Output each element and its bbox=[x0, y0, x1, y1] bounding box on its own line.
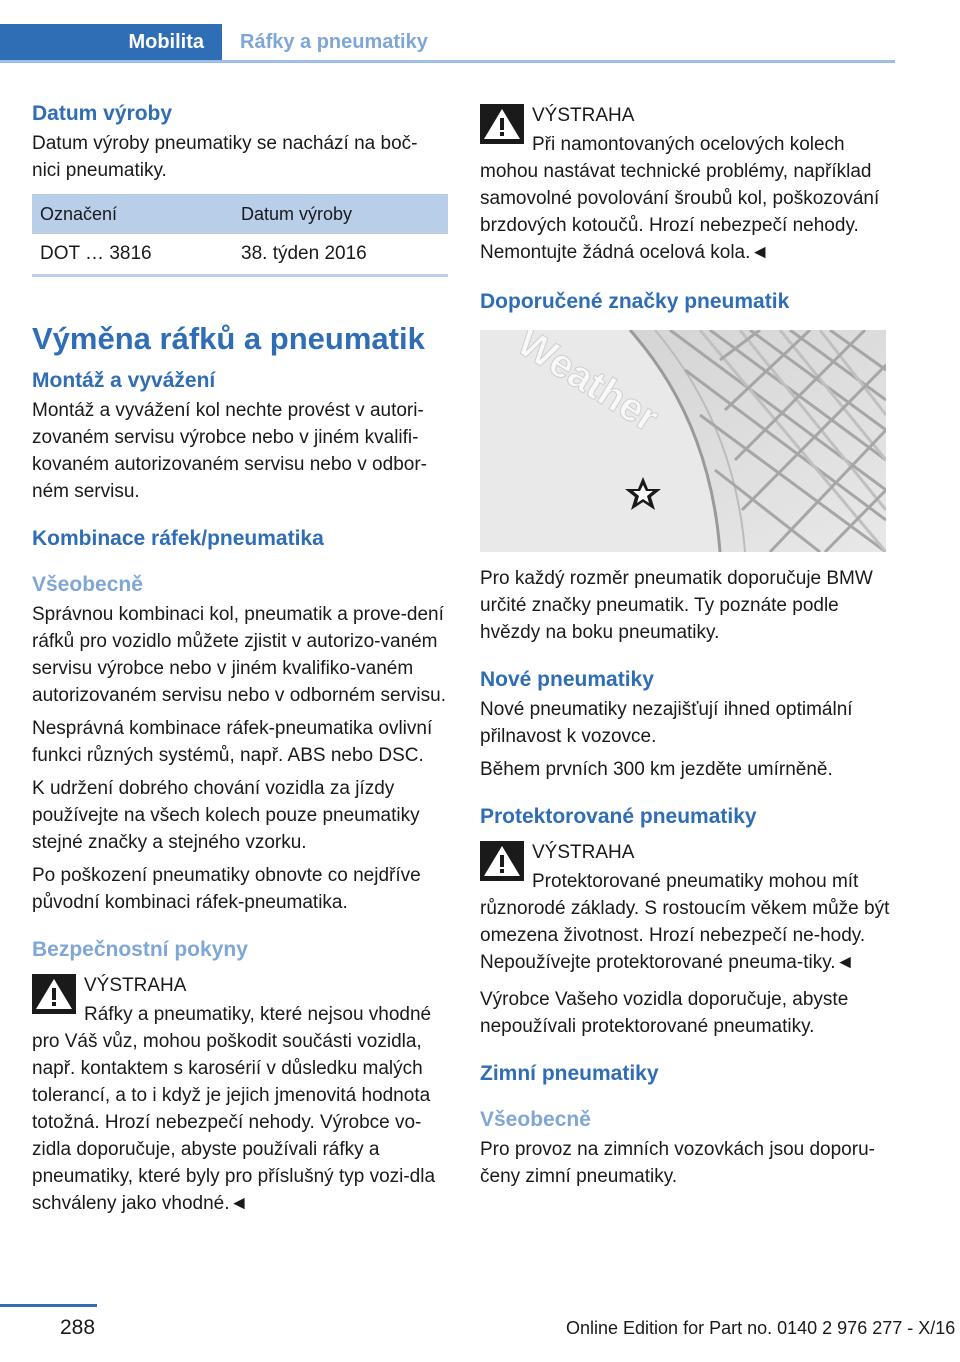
page-number-rule bbox=[0, 1304, 97, 1307]
kombinace-heading: Kombinace ráfek/pneumatika bbox=[32, 527, 324, 550]
table-cell: DOT … 3816 bbox=[32, 234, 233, 276]
warning-text bbox=[32, 1001, 448, 1217]
tire-sidewall-text: Weather bbox=[509, 330, 667, 441]
warning-icon bbox=[480, 104, 524, 144]
main-heading: Výměna ráfků a pneumatik bbox=[32, 321, 425, 356]
warning-body-text: Ráfky a pneumatiky, které nejsou vhodné pro Váš vůz, mohou poškodit součásti vozidla, např. kontaktem s karosérií v důsledku malých tolerancí, a to i když je jejich jmenovitá hodnota totožná. Hrozí nebezpečí nehody. Výrobce vo-zidla doporučuje, abyste používali ráfky a pneumatiky, které byly pro příslušný typ vozi-dla schváleny jako vhodné.◄ bbox=[32, 1004, 436, 1214]
warning-body-text: Při namontovaných ocelových kolech mohou nastávat technické problémy, například samovolné povolování šroubů kol, poškozování brzdových kotoučů. Hrozí nebezpečí nehody. Nemontujte žádná ocelová kola.◄ bbox=[480, 134, 880, 263]
page-header bbox=[0, 24, 895, 64]
warning-body-text: Protektorované pneumatiky mohou mít různorodé základy. S rostoucím věkem může být omezena životnost. Hrozí nebezpečí ne-hody. Nepoužívejte protektorované pneuma-tiky.◄ bbox=[480, 871, 890, 973]
vseobecne-text-3: K udržení dobrého chování vozidla za jízdy používejte na všech kolech pouze pneumatiky stejné značky a stejného vzorku. bbox=[32, 778, 420, 853]
table-row bbox=[32, 234, 448, 276]
protektor-text: Výrobce Vašeho vozidla doporučuje, abyste nepoužívali protektorované pneumatiky. bbox=[480, 989, 849, 1037]
datum-heading: Datum výroby bbox=[32, 102, 173, 125]
zimni-text: Pro provoz na zimních vozovkách jsou doporu-čeny zimní pneumatiky. bbox=[480, 1139, 875, 1187]
warning-title: VÝSTRAHA bbox=[532, 842, 635, 863]
doporucene-heading: Doporučené značky pneumatik bbox=[480, 290, 790, 313]
zimni-subheading: Všeobecně bbox=[480, 1108, 591, 1131]
warning-title: VÝSTRAHA bbox=[84, 975, 187, 996]
header-divider bbox=[0, 60, 895, 63]
section-tab: Mobilita bbox=[0, 24, 222, 60]
warning-block bbox=[480, 102, 896, 266]
edition-footer: Online Edition for Part no. 0140 2 976 277 - X/16 bbox=[566, 1318, 956, 1338]
warning-icon bbox=[480, 841, 524, 881]
production-date-table bbox=[32, 194, 448, 277]
topic-tab: Ráfky a pneumatiky bbox=[222, 24, 895, 60]
warning-title: VÝSTRAHA bbox=[532, 105, 635, 126]
nove-text-2: Během prvních 300 km jezděte umírněně. bbox=[480, 759, 833, 780]
warning-text bbox=[480, 131, 896, 266]
nove-text-1: Nové pneumatiky nezajišťují ihned optimální přilnavost k vozovce. bbox=[480, 699, 853, 747]
zimni-heading: Zimní pneumatiky bbox=[480, 1062, 659, 1085]
warning-text bbox=[480, 868, 896, 976]
right-column bbox=[480, 100, 896, 1190]
table-header-cell: Označení bbox=[32, 194, 233, 234]
montaz-heading: Montáž a vyvážení bbox=[32, 369, 216, 392]
table-header-row bbox=[32, 194, 448, 234]
vseobecne-heading: Všeobecně bbox=[32, 573, 143, 596]
montaz-text: Montáž a vyvážení kol nechte provést v autori-zovaném servisu výrobce nebo v jiném kvalifi-kovaném autorizovaném servisu nebo v odbor-ném servisu. bbox=[32, 400, 427, 502]
tire-star-marking-illustration bbox=[480, 330, 886, 552]
left-column bbox=[32, 100, 448, 1217]
vseobecne-text-1: Správnou kombinaci kol, pneumatik a prove-dení ráfků pro vozidlo můžete zjistit v autorizo-vaném servisu výrobce nebo v jiném kvalifiko-vaném autorizovaném servisu nebo v odborném servisu. bbox=[32, 604, 446, 706]
table-header-cell: Datum výroby bbox=[233, 194, 448, 234]
warning-icon bbox=[32, 974, 76, 1014]
page-number: 288 bbox=[60, 1316, 96, 1339]
vseobecne-text-2: Nesprávná kombinace ráfek-pneumatika ovlivní funkci různých systémů, např. ABS nebo DSC. bbox=[32, 718, 433, 766]
warning-block bbox=[480, 839, 896, 976]
warning-block bbox=[32, 972, 448, 1217]
vseobecne-text-4: Po poškození pneumatiky obnovte co nejdříve původní kombinaci ráfek-pneumatika. bbox=[32, 865, 421, 913]
doporucene-text: Pro každý rozměr pneumatik doporučuje BMW určité značky pneumatik. Ty poznáte podle hvězdy na boku pneumatiky. bbox=[480, 568, 873, 643]
nove-heading: Nové pneumatiky bbox=[480, 668, 654, 691]
protektor-heading: Protektorované pneumatiky bbox=[480, 805, 757, 828]
bezpecnost-heading: Bezpečnostní pokyny bbox=[32, 938, 248, 961]
datum-text: Datum výroby pneumatiky se nachází na boč-nici pneumatiky. bbox=[32, 133, 418, 181]
table-cell: 38. týden 2016 bbox=[233, 234, 448, 276]
